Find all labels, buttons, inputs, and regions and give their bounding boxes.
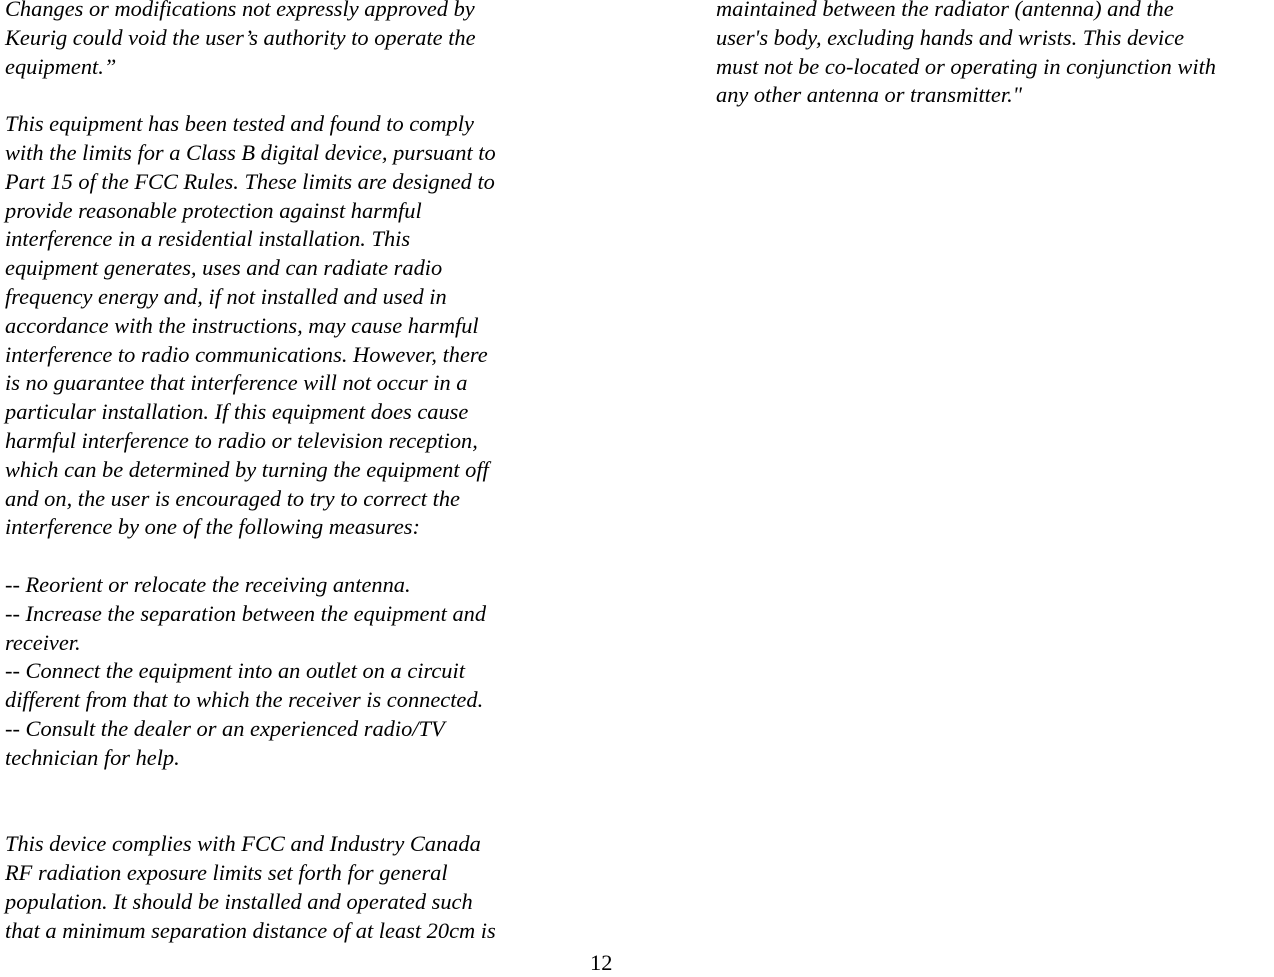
closing-quote-paragraph	[5, 0, 565, 81]
list-item: different from that to which the receiver is connected.	[5, 687, 484, 713]
page-number: 12	[590, 950, 613, 975]
text-line: equipment.”	[5, 53, 117, 79]
paragraph-spacer	[5, 542, 565, 571]
list-item: receiver.	[5, 629, 81, 655]
paragraph-spacer	[5, 773, 565, 802]
text-line: that a minimum separation distance of at least 20cm is	[5, 917, 496, 943]
list-item: -- Consult the dealer or an experienced radio/TV	[5, 715, 445, 741]
text-line: interference to radio communications. However, there	[5, 341, 488, 367]
paragraph-spacer	[5, 801, 565, 830]
rf-exposure-paragraph-end	[716, 0, 1272, 110]
text-line: interference by one of the following measures:	[5, 514, 420, 540]
left-column	[5, 0, 565, 945]
right-column	[716, 0, 1272, 110]
text-line: population. It should be installed and operated such	[5, 888, 473, 914]
text-line: frequency energy and, if not installed and used in	[5, 283, 447, 309]
class-b-paragraph	[5, 110, 565, 542]
text-line: particular installation. If this equipment does cause	[5, 399, 469, 425]
text-line: which can be determined by turning the equipment off	[5, 456, 489, 482]
text-line: must not be co-located or operating in conjunction with	[716, 53, 1216, 79]
text-line: Keurig could void the user’s authority to operate the	[5, 24, 476, 50]
text-line: with the limits for a Class B digital device, pursuant to	[5, 139, 496, 165]
text-line: equipment generates, uses and can radiate radio	[5, 255, 443, 281]
text-line: provide reasonable protection against harmful	[5, 197, 422, 223]
list-item: technician for help.	[5, 744, 180, 770]
list-item: -- Increase the separation between the equipment and	[5, 600, 487, 626]
paragraph-spacer	[5, 81, 565, 110]
text-line: any other antenna or transmitter."	[716, 82, 1023, 108]
text-line: is no guarantee that interference will not occur in a	[5, 370, 468, 396]
text-line: This device complies with FCC and Industry Canada	[5, 831, 481, 857]
text-line: This equipment has been tested and found to comply	[5, 111, 474, 137]
text-line: RF radiation exposure limits set forth for general	[5, 859, 448, 885]
list-item: -- Connect the equipment into an outlet on a circuit	[5, 658, 465, 684]
rf-exposure-paragraph-start	[5, 830, 565, 945]
text-line: Changes or modifications not expressly approved by	[5, 0, 475, 21]
text-line: and on, the user is encouraged to try to correct the	[5, 485, 460, 511]
list-item: -- Reorient or relocate the receiving antenna.	[5, 571, 411, 597]
text-line: interference in a residential installation. This	[5, 226, 411, 252]
text-line: accordance with the instructions, may cause harmful	[5, 312, 479, 338]
measures-list	[5, 571, 565, 773]
text-line: user's body, excluding hands and wrists. This device	[716, 24, 1185, 50]
text-line: harmful interference to radio or television reception,	[5, 427, 478, 453]
text-line: Part 15 of the FCC Rules. These limits are designed to	[5, 168, 495, 194]
text-line: maintained between the radiator (antenna) and the	[716, 0, 1174, 21]
